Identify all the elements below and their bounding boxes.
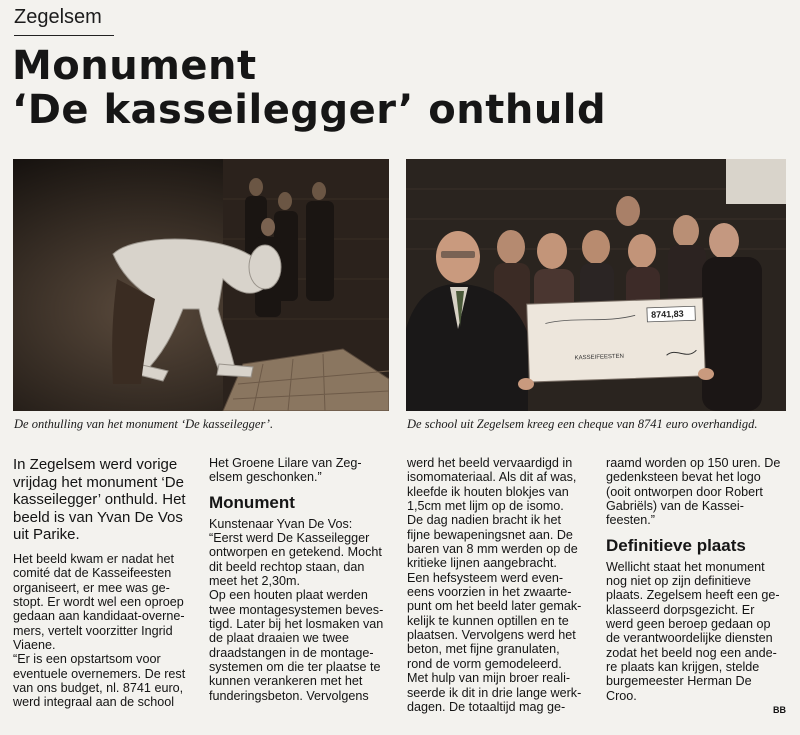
photo-sculpture-image bbox=[13, 159, 389, 411]
cheque-line: KASSEIFEESTEN bbox=[574, 353, 625, 362]
body-text-col4: Wellicht staat het monument nog niet op zijn definitieve plaats. Zegelsem heeft een ge- klasseerd dorpsgezicht. Er werd geen beroep gedaan op de verantwoordelijke diensten zodat het beeld nog een ande- re plaats kan krijgen, stelde burgemeester Herman De Croo. bbox=[606, 559, 780, 703]
column-4 bbox=[606, 456, 789, 703]
headline-line-1: Monument bbox=[12, 43, 257, 89]
column-2 bbox=[209, 456, 394, 703]
lead-paragraph: In Zegelsem werd vorige vrijdag het monument ‘De kasseilegger’ onthuld. Het beeld is van Yvan De Vos uit Parike. bbox=[13, 456, 186, 544]
subhead-monument: Monument bbox=[209, 492, 295, 512]
photo-cheque-handover bbox=[406, 159, 786, 411]
column-3 bbox=[407, 456, 592, 714]
author-initials: BB bbox=[773, 705, 786, 715]
headline-line-2: ‘De kasseilegger’ onthuld bbox=[12, 87, 607, 133]
photo-sculpture-unveiling bbox=[13, 159, 389, 411]
body-text-col2-top: Het Groene Lilare van Zeg- elsem geschonken.” bbox=[209, 456, 362, 485]
photo-cheque-image bbox=[406, 159, 786, 411]
caption-left: De onthulling van het monument ‘De kasseilegger’. bbox=[14, 417, 274, 431]
caption-right: De school uit Zegelsem kreeg een cheque van 8741 euro overhandigd. bbox=[407, 417, 758, 431]
headline bbox=[12, 44, 732, 132]
body-text-col1: Het beeld kwam er nadat het comité dat de Kasseifeesten organiseert, er mee was ge- stopt. Er wordt wel een oproep gedaan aan kandidaat-overne- mers, vertelt voorzitter Ingrid Viaene. “Er is een opstartsom voor eventuele overnemers. De rest van ons budget, nl. 8741 euro, werd integraal aan de school bbox=[13, 551, 186, 710]
column-1 bbox=[13, 456, 198, 710]
cheque bbox=[527, 298, 706, 382]
body-text-col3: werd het beeld vervaardigd in isomomateriaal. Als dit af was, kleefde ik houten blokjes van 1,5cm met lijm op de isomo. De dag nadien bracht ik het fijne bewapeningsnet aan. De baren van 8 mm werden op de kritieke lijnen aangebracht. Een hefsysteem werd even- eens voorzien in het zwaarte- punt om het beeld later gemak- kelijk te kunnen optillen en te plaatsen. Vervolgens werd het beton, met fijne granulaten, rond de vorm gemodeleerd. Met hulp van mijn broer reali- seerde ik dit in drie lange werk- dagen. De totaaltijd mag ge- bbox=[407, 456, 582, 714]
body-text-col2: Kunstenaar Yvan De Vos: “Eerst werd De Kasseilegger ontworpen en getekend. Mocht dit beeld rechtop staan, dan meet het 2,30m. Op een houten plaat werden twee montagesystemen beves- tigd. Later bij het losmaken van de plaat draaien we twee draadstangen in de montage- systemen om die ter plaatse te kunnen verankeren met het funderingsbeton. Vervolgens bbox=[209, 516, 384, 703]
subhead-definitieve-plaats: Definitieve plaats bbox=[606, 535, 746, 555]
body-text-col4-top: raamd worden op 150 uren. De gedenksteen bevat het logo (ooit ontworpen door Robert Gabriëls) van de Kassei- feesten.” bbox=[606, 456, 781, 528]
cheque-amount: 8741,83 bbox=[650, 308, 684, 320]
section-rule bbox=[14, 35, 114, 36]
section-label: Zegelsem bbox=[14, 6, 102, 28]
